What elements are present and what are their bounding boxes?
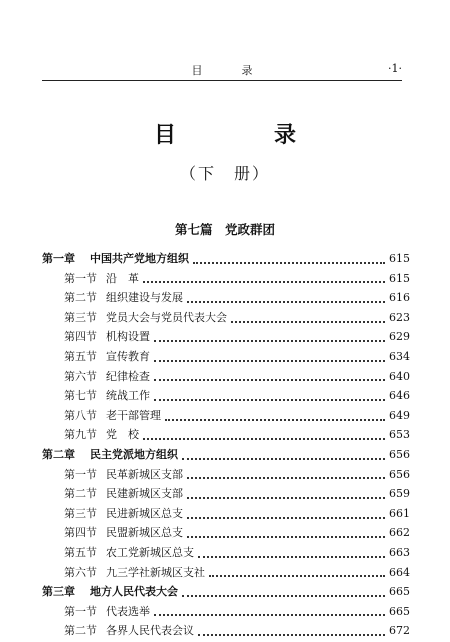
toc-entry-page: 653	[389, 428, 410, 442]
volume-subtitle: （下 册）	[179, 164, 270, 183]
part-heading: 第七篇 党政群团	[174, 222, 275, 237]
toc-entry-number: 第六节	[64, 565, 97, 579]
toc-entry-title: 农工党新城区总支	[106, 545, 194, 559]
toc-entry-page: 656	[389, 447, 410, 461]
toc-entry-title: 民进新城区总支	[106, 506, 183, 520]
toc-entry-page: 665	[389, 604, 410, 618]
toc-entry-page: 665	[389, 585, 410, 599]
toc-entry-number: 第二节	[64, 487, 97, 501]
toc-entry-title: 代表选举	[106, 604, 150, 618]
toc-section-entry	[42, 544, 410, 564]
toc-entry-number: 第三章	[42, 585, 75, 599]
toc-entry-title: 地方人民代表大会	[90, 585, 178, 599]
toc-entry-page: 616	[389, 291, 410, 305]
dot-leader	[187, 477, 385, 479]
toc-entry-number: 第八节	[64, 408, 97, 422]
toc-entry-number: 第六节	[64, 369, 97, 383]
toc-entry-number: 第一章	[42, 252, 75, 265]
dot-leader	[231, 321, 385, 323]
toc-section-entry	[42, 564, 410, 584]
toc-entry-number: 第一节	[64, 467, 97, 481]
dot-leader	[154, 399, 385, 401]
toc-entry-number: 第四节	[64, 330, 97, 344]
toc-entry-title: 组织建设与发展	[106, 291, 183, 305]
toc-section-entry	[42, 407, 410, 427]
toc-entry-title: 民建新城区支部	[106, 487, 183, 501]
toc-entry-number: 第三节	[64, 310, 97, 324]
toc-entry-page: 656	[389, 467, 410, 481]
toc-entry-title: 民革新城区支部	[106, 467, 183, 481]
toc-chapter-entry	[42, 583, 410, 603]
toc-section-entry	[42, 524, 410, 544]
toc-entry-number: 第三节	[64, 506, 97, 520]
toc-entry-page: 646	[389, 389, 410, 403]
dot-leader	[165, 419, 385, 421]
toc-entry-page: 664	[389, 565, 410, 579]
toc-section-entry	[42, 387, 410, 407]
toc-entry-title: 党 校	[106, 428, 139, 442]
toc-section-entry	[42, 426, 410, 446]
toc-entry-page: 661	[389, 506, 410, 520]
dot-leader	[154, 379, 385, 381]
toc-entry-title: 九三学社新城区支社	[106, 565, 205, 579]
dot-leader	[154, 614, 385, 616]
toc-entry-page: 672	[389, 624, 410, 638]
toc-entry-title: 中国共产党地方组织	[90, 252, 189, 265]
toc-entry-page: 615	[389, 252, 410, 265]
toc-entry-number: 第二节	[64, 291, 97, 305]
dot-leader	[154, 360, 385, 362]
dot-leader	[182, 458, 385, 460]
toc-section-entry	[42, 485, 410, 505]
toc-entry-title: 老干部管理	[106, 408, 161, 422]
toc-entry-title: 民盟新城区总支	[106, 526, 183, 540]
toc-entry-number: 第四节	[64, 526, 97, 540]
toc-entry-number: 第二节	[64, 624, 97, 638]
toc-section-entry	[42, 466, 410, 486]
toc-entry-title: 机构设置	[106, 330, 150, 344]
toc-section-entry	[42, 505, 410, 525]
toc-entry-page: 640	[389, 369, 410, 383]
toc-entry-title: 宣传教育	[106, 349, 150, 363]
table-of-contents	[42, 250, 410, 642]
dot-leader	[187, 517, 385, 519]
toc-entry-number: 第一节	[64, 271, 97, 285]
page-title: 目 录	[153, 123, 334, 148]
toc-entry-number: 第二章	[42, 447, 75, 461]
toc-section-entry	[42, 289, 410, 309]
toc-entry-number: 第五节	[64, 545, 97, 559]
toc-entry-page: 629	[389, 330, 410, 344]
toc-entry-page: 634	[389, 349, 410, 363]
dot-leader	[143, 438, 385, 440]
toc-entry-page: 663	[389, 545, 410, 559]
dot-leader	[143, 281, 385, 283]
toc-section-entry	[42, 348, 410, 368]
toc-entry-page: 659	[389, 487, 410, 501]
toc-section-entry	[42, 368, 410, 388]
toc-section-entry	[42, 328, 410, 348]
dot-leader	[187, 497, 385, 499]
toc-entry-page: 615	[389, 271, 410, 285]
toc-entry-title: 各界人民代表会议	[106, 624, 194, 638]
toc-entry-title: 民主党派地方组织	[90, 447, 178, 461]
dot-leader	[187, 536, 385, 538]
toc-section-entry	[42, 603, 410, 623]
toc-entry-title: 纪律检查	[106, 369, 150, 383]
dot-leader	[154, 340, 385, 342]
toc-entry-page: 662	[389, 526, 410, 540]
dot-leader	[193, 262, 385, 264]
toc-entry-title: 统战工作	[106, 389, 150, 403]
toc-section-entry	[42, 622, 410, 642]
toc-entry-title: 沿 革	[106, 271, 139, 285]
dot-leader	[187, 301, 385, 303]
toc-section-entry	[42, 270, 410, 290]
toc-chapter-entry	[42, 446, 410, 466]
header-rule	[42, 80, 402, 81]
dot-leader	[182, 595, 385, 597]
running-header-title: 目 录	[191, 64, 267, 77]
toc-entry-number: 第九节	[64, 428, 97, 442]
toc-entry-number: 第五节	[64, 349, 97, 363]
toc-entry-page: 649	[389, 408, 410, 422]
dot-leader	[198, 556, 385, 558]
running-header	[42, 62, 402, 78]
page-number: ·1·	[388, 62, 402, 75]
toc-section-entry	[42, 309, 410, 329]
toc-entry-number: 第一节	[64, 604, 97, 618]
toc-entry-page: 623	[389, 310, 410, 324]
dot-leader	[209, 575, 385, 577]
toc-entry-title: 党员大会与党员代表大会	[106, 310, 227, 324]
toc-chapter-entry	[42, 250, 410, 270]
toc-entry-number: 第七节	[64, 389, 97, 403]
